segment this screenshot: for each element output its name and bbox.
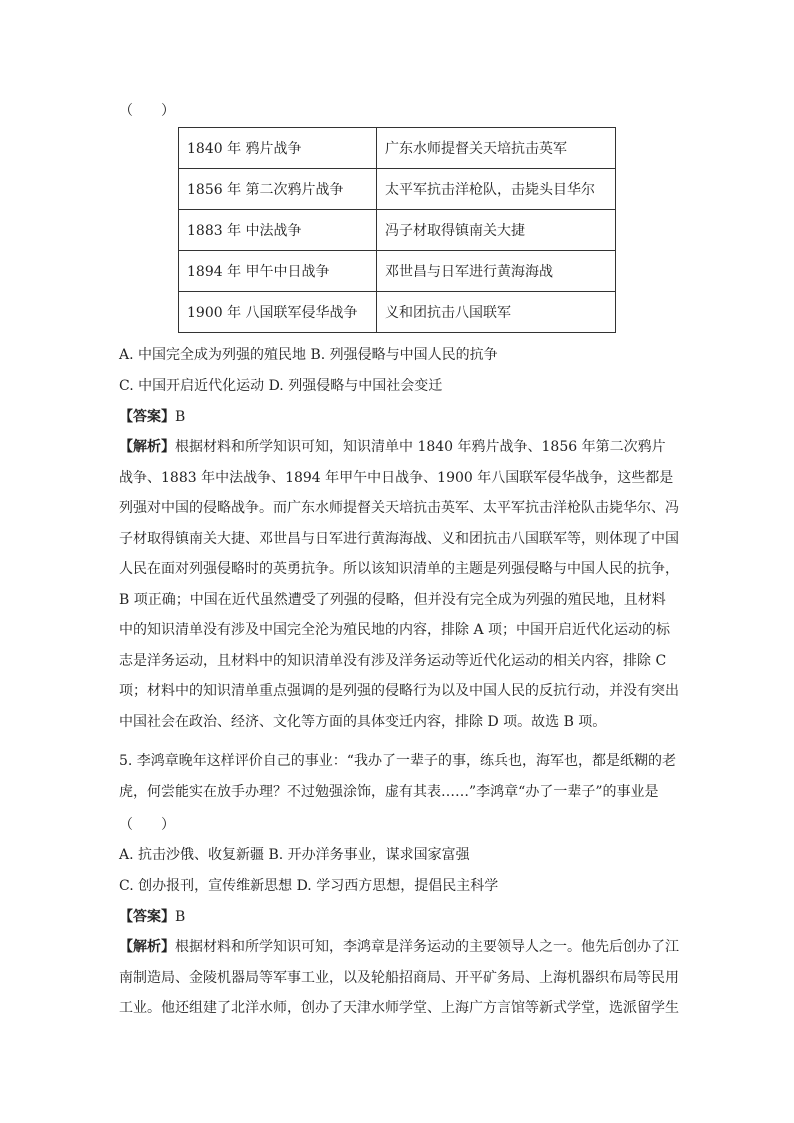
table-row [179, 292, 616, 333]
q4-options-ab: A. 中国完全成为列强的殖民地 B. 列强侵略与中国人民的抗争 [119, 347, 498, 363]
q5-analysis [119, 932, 679, 1024]
answer-label: 【答案】 [119, 409, 175, 425]
analysis-text: 根据材料和所学知识可知，李鸿章是洋务运动的主要领导人之一。他先后创办了江南制造局、金陵机器局等军事工业，以及轮船招商局、开平矿务局、上海机器织布局等民用工业。他还组建了北洋水师，创办了天津水师学堂、上海广方言馆等新式学堂，选派留学生 [119, 939, 679, 1016]
table-row [179, 251, 616, 292]
q5-answer-parentheses: （ ） [119, 817, 175, 833]
analysis-text: 根据材料和所学知识可知，知识清单中 1840 年鸦片战争、1856 年第二次鸦片战争、1883 年中法战争、1894 年甲午中日战争、1900 年八国联军侵华战争，这些都是列强对中国的侵略战争。而广东水师提督关天培抗击英军、太平军抗击洋枪队击毙华尔、冯子材取得镇南关大捷、邓世昌与日军进行黄海海战、义和团抗击八国联军等，则体现了中国人民在面对列强侵略时的英勇抗争。所以该知识清单的主题是列强侵略与中国人民的抗争，B 项正确；中国在近代虽然遭受了列强的侵略，但并没有完全成为列强的殖民地，且材料中的知识清单没有涉及中国完全沦为殖民地的内容，排除 A 项；中国开启近代化运动的标志是洋务运动，且材料中的知识清单没有涉及洋务运动等近代化运动的相关内容，排除 C 项；材料中的知识清单重点强调的是列强的侵略行为以及中国人民的反抗行动，并没有突出中国社会在政治、经济、文化等方面的具体变迁内容，排除 D 项。故选 B 项。 [119, 439, 679, 730]
table-cell-resistance: 义和团抗击八国联军 [377, 292, 616, 333]
q5-stem: 5. 李鸿章晚年这样评价自己的事业：“我办了一辈子的事，练兵也，海军也，都是纸糊的老虎，何尝能实在放手办理？不过勉强涂饰，虚有其表……”李鸿章“办了一辈子”的事业是 [119, 753, 676, 800]
table-cell-resistance: 广东水师提督关天培抗击英军 [377, 128, 616, 169]
q5-answer [119, 907, 185, 927]
table-cell-event: 1883 年 中法战争 [179, 210, 377, 251]
table-cell-resistance: 冯子材取得镇南关大捷 [377, 210, 616, 251]
table-cell-event: 1900 年 八国联军侵华战争 [179, 292, 377, 333]
answer-label: 【答案】 [119, 909, 175, 925]
q4-options-cd: C. 中国开启近代化运动 D. 列强侵略与中国社会变迁 [119, 378, 443, 394]
q4-answer-parentheses: （ ） [119, 103, 175, 119]
table-cell-event: 1894 年 甲午中日战争 [179, 251, 377, 292]
q4-answer [119, 407, 185, 427]
q5-options-ab: A. 抗击沙俄、收复新疆 B. 开办洋务事业，谋求国家富强 [119, 847, 470, 863]
table-cell-resistance: 邓世昌与日军进行黄海海战 [377, 251, 616, 292]
table-row [179, 210, 616, 251]
answer-value: B [175, 409, 186, 425]
knowledge-table [178, 127, 616, 333]
q5-options-cd: C. 创办报刊，宣传维新思想 D. 学习西方思想，提倡民主科学 [119, 878, 499, 894]
answer-value: B [175, 909, 186, 925]
table-cell-event: 1856 年 第二次鸦片战争 [179, 169, 377, 210]
analysis-label: 【解析】 [119, 439, 175, 455]
q4-analysis [119, 432, 679, 737]
table-cell-resistance: 太平军抗击洋枪队，击毙头目华尔 [377, 169, 616, 210]
table-row [179, 128, 616, 169]
table-cell-event: 1840 年 鸦片战争 [179, 128, 377, 169]
table-row [179, 169, 616, 210]
analysis-label: 【解析】 [119, 939, 175, 955]
